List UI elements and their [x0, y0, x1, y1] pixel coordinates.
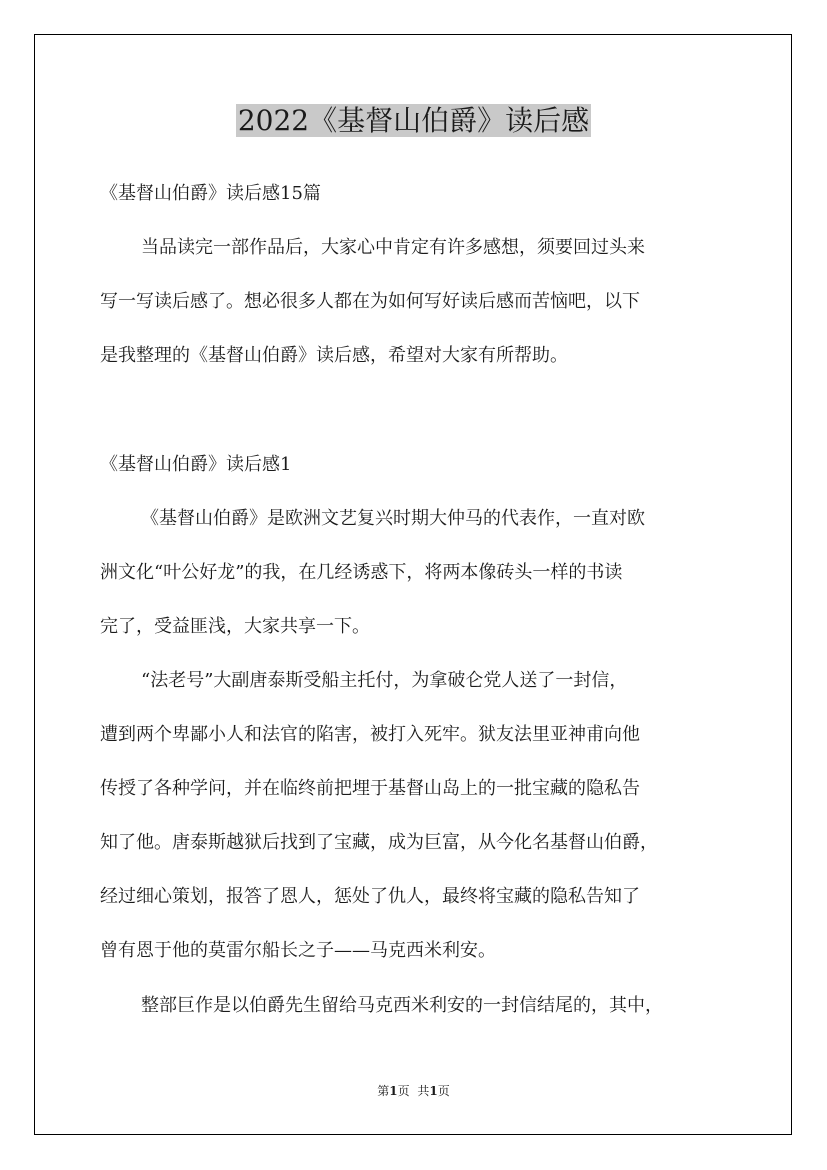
paragraph1-line-3: 完了，受益匪浅，大家共享一下。	[100, 616, 370, 637]
paragraph2-line-1: “法老号”大副唐泰斯受船主托付，为拿破仑党人送了一封信，	[141, 670, 628, 691]
paragraph2-line-2: 遭到两个卑鄙小人和法官的陷害，被打入死牢。狱友法里亚神甫向他	[100, 724, 640, 745]
footer-page-suffix: 页	[397, 1084, 410, 1098]
intro-line-2: 写一写读后感了。想必很多人都在为如何写好读后感而苦恼吧，以下	[100, 291, 640, 312]
document-subtitle: 《基督山伯爵》读后感15篇	[100, 183, 321, 204]
page-footer	[0, 1082, 827, 1100]
document-title	[0, 101, 827, 141]
footer-total-pages: 1	[429, 1084, 438, 1098]
paragraph2-line-4: 知了他。唐泰斯越狱后找到了宝藏，成为巨富，从今化名基督山伯爵，	[100, 832, 658, 853]
paragraph1-line-1: 《基督山伯爵》是欧洲文艺复兴时期大仲马的代表作，一直对欧	[141, 508, 645, 529]
paragraph3-line-1: 整部巨作是以伯爵先生留给马克西米利安的一封信结尾的，其中，	[141, 995, 663, 1016]
document-title-text: 2022《基督山伯爵》读后感	[237, 104, 590, 137]
intro-line-1: 当品读完一部作品后，大家心中肯定有许多感想，须要回过头来	[141, 237, 645, 258]
footer-total-suffix: 页	[437, 1084, 450, 1098]
footer-page-prefix: 第	[377, 1084, 390, 1098]
intro-line-3: 是我整理的《基督山伯爵》读后感，希望对大家有所帮助。	[100, 345, 568, 366]
paragraph2-line-6: 曾有恩于他的莫雷尔船长之子——马克西米利安。	[100, 940, 496, 961]
section-heading: 《基督山伯爵》读后感1	[100, 454, 292, 475]
paragraph1-line-2: 洲文化“叶公好龙”的我，在几经诱惑下，将两本像砖头一样的书读	[100, 562, 623, 583]
paragraph2-line-3: 传授了各种学问，并在临终前把埋于基督山岛上的一批宝藏的隐私告	[100, 778, 640, 799]
footer-page-number: 1	[389, 1084, 398, 1098]
paragraph2-line-5: 经过细心策划，报答了恩人，惩处了仇人，最终将宝藏的隐私告知了	[100, 886, 640, 907]
footer-total-prefix: 共	[417, 1084, 430, 1098]
